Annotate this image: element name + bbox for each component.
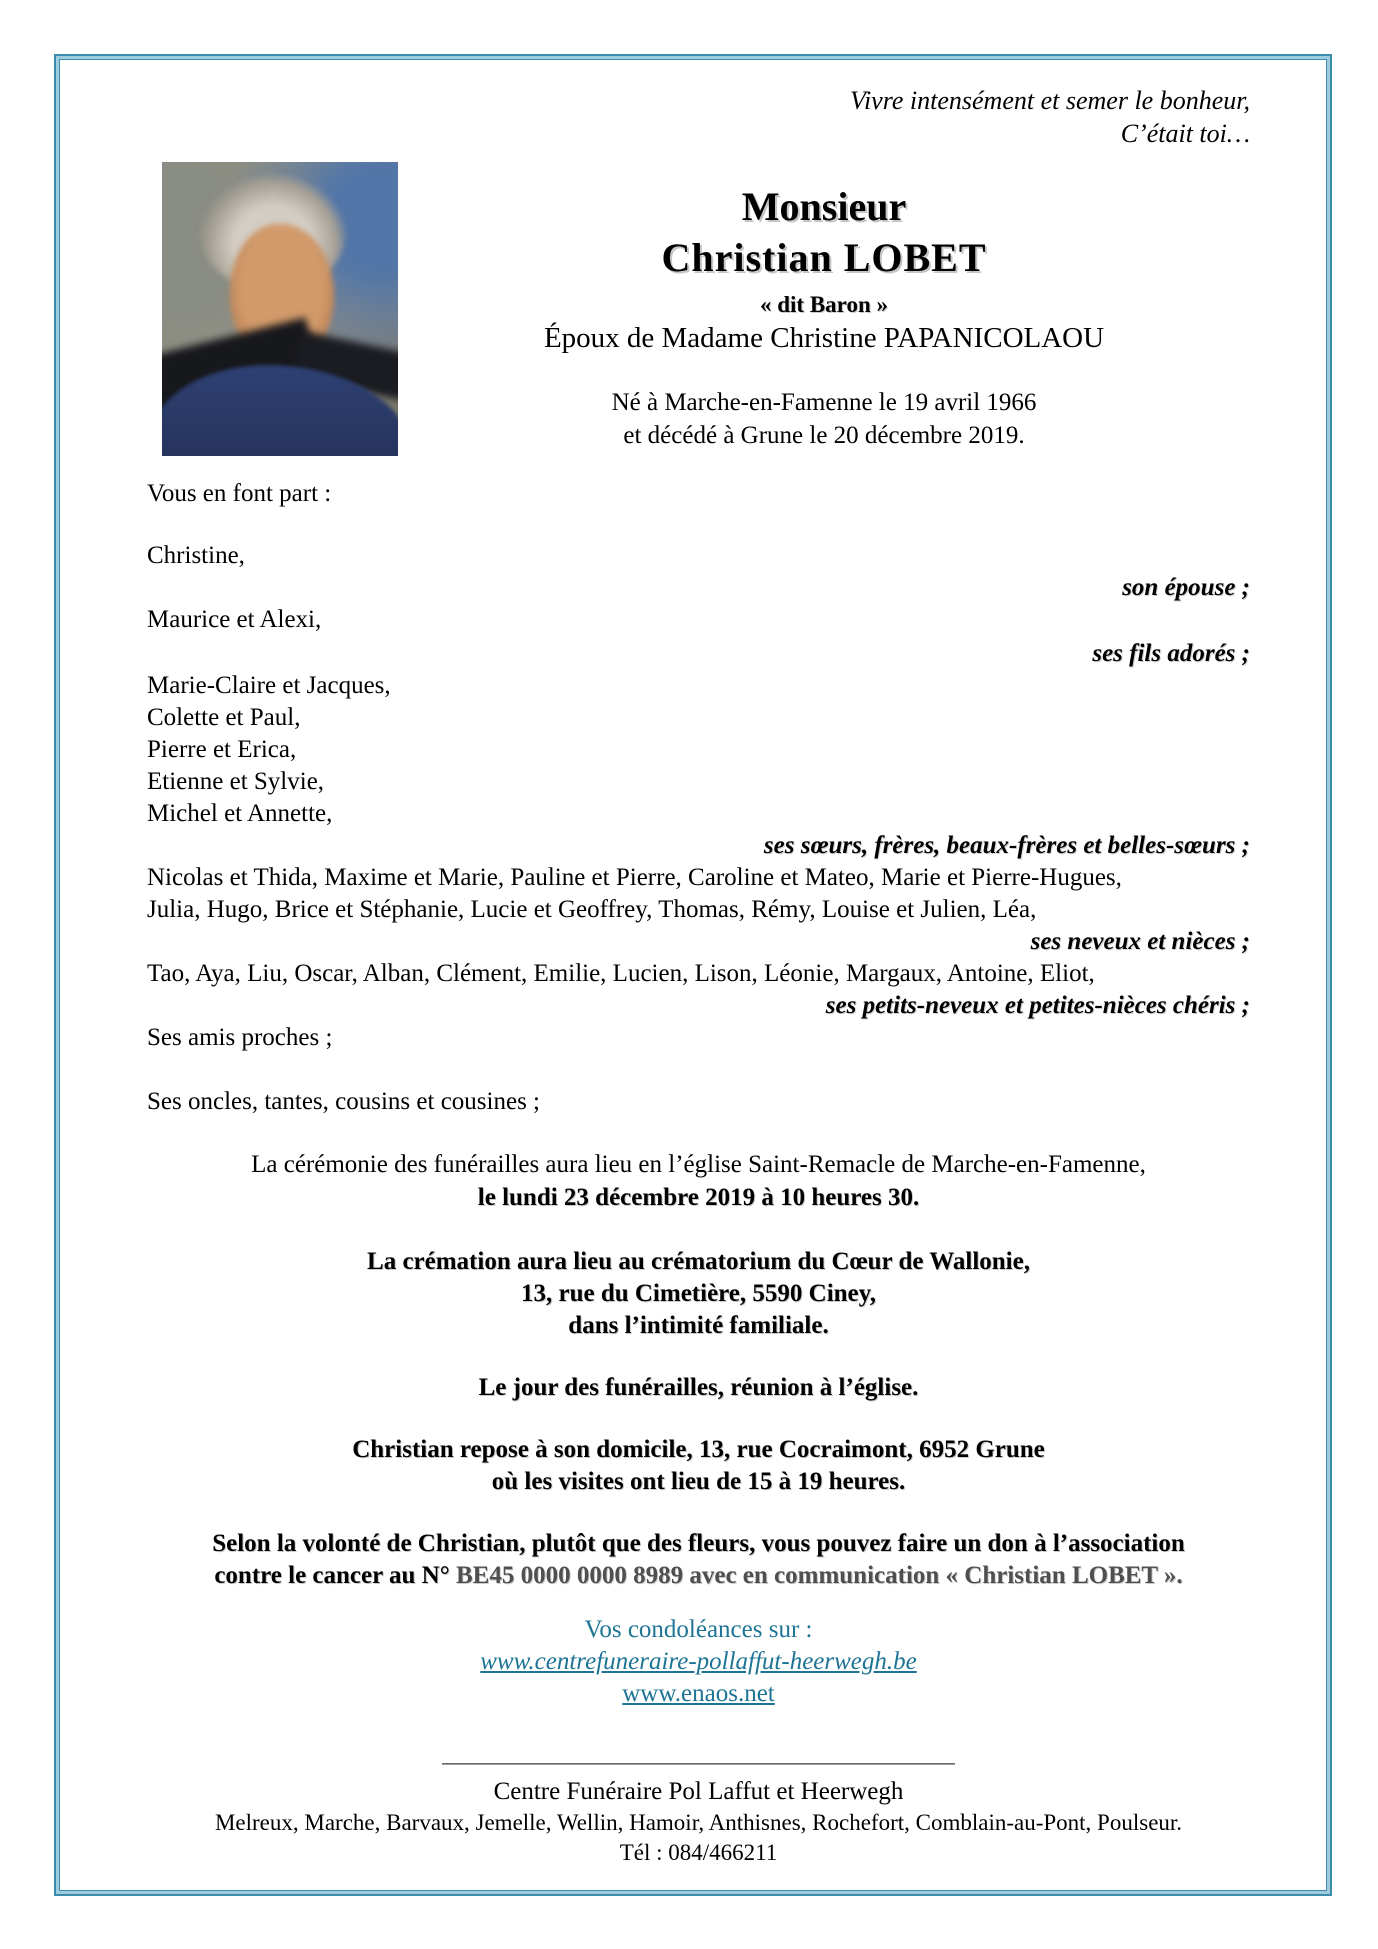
family-line: Pierre et Erica, — [147, 736, 297, 763]
cremation-line1: La crémation aura lieu au crématorium du Cœur de Wallonie, — [367, 1248, 1030, 1275]
title-block — [398, 162, 1250, 456]
page-border-frame — [54, 54, 1332, 1896]
donation-prefix: contre le cancer au N° — [214, 1562, 456, 1589]
donation-suffix: avec en communication « Christian LOBET ». — [683, 1562, 1183, 1589]
deceased-alias: « dit Baron » — [759, 292, 889, 317]
footer-divider: _________________________________________ — [442, 1740, 955, 1767]
cremation-line2: 13, rue du Cimetière, 5590 Ciney, — [520, 1280, 877, 1307]
family-line: Maurice et Alexi, — [147, 606, 322, 633]
announcement-intro: Vous en font part : — [147, 480, 332, 507]
header-row — [147, 162, 1250, 456]
donation-account-number: BE45 0000 0000 8989 — [455, 1562, 684, 1589]
deceased-spouse-line: Époux de Madame Christine PAPANICOLAOU — [543, 322, 1105, 354]
family-line: Julia, Hugo, Brice et Stéphanie, Lucie et Geoffrey, Thomas, Rémy, Louise et Julien, Léa, — [147, 896, 1037, 923]
epitaph-line-2: C’était toi… — [1120, 119, 1250, 148]
deceased-name: Christian LOBET — [661, 235, 987, 280]
family-line: Marie-Claire et Jacques, — [147, 672, 391, 699]
deceased-title: Monsieur — [741, 184, 907, 229]
condolences-label: Vos condoléances sur : — [584, 1616, 813, 1643]
family-line: Tao, Aya, Liu, Oscar, Alban, Clément, Emilie, Lucien, Lison, Léonie, Margaux, Antoine, Eliot, — [147, 960, 1095, 987]
repose-line1: Christian repose à son domicile, 13, rue Cocraimont, 6952 Grune — [352, 1436, 1045, 1463]
portrait-photo — [162, 162, 398, 456]
birth-line: Né à Marche-en-Famenne le 19 avril 1966 — [611, 389, 1037, 416]
relation-label: son épouse ; — [1122, 574, 1250, 601]
cremation-line3: dans l’intimité familiale. — [568, 1312, 829, 1339]
relatives-line: Ses oncles, tantes, cousins et cousines ; — [147, 1088, 540, 1115]
family-line: Nicolas et Thida, Maxime et Marie, Pauline et Pierre, Caroline et Mateo, Marie et Pierre-Hugues, — [147, 864, 1122, 891]
ceremony-church-line1: La cérémonie des funérailles aura lieu en l’église Saint-Remacle de Marche-en-Famenne, — [251, 1151, 1146, 1178]
relation-label: ses neveux et nièces ; — [1030, 928, 1250, 955]
funeral-home-locations: Melreux, Marche, Barvaux, Jemelle, Wellin, Hamoir, Anthisnes, Rochefort, Comblain-au-Pont, Poulseur. — [214, 1810, 1183, 1835]
epitaph — [147, 84, 1250, 150]
friends-line: Ses amis proches ; — [147, 1024, 333, 1051]
family-line: Christine, — [147, 542, 245, 569]
relation-label: ses petits-neveux et petites-nièces chéris ; — [825, 992, 1250, 1019]
condolences-link-enaos[interactable]: www.enaos.net — [622, 1680, 775, 1707]
donation-line1: Selon la volonté de Christian, plutôt que des fleurs, vous pouvez faire un don à l’association — [212, 1530, 1185, 1557]
family-line: Etienne et Sylvie, — [147, 768, 325, 795]
relation-label: ses fils adorés ; — [1092, 640, 1250, 667]
donation-line2 — [147, 1560, 1250, 1592]
epitaph-line-1: Vivre intensément et semer le bonheur, — [850, 86, 1250, 115]
family-line: Michel et Annette, — [147, 800, 333, 827]
family-line: Colette et Paul, — [147, 704, 301, 731]
page-content — [60, 60, 1326, 1890]
relation-label: ses sœurs, frères, beaux-frères et belles-sœurs ; — [763, 832, 1250, 859]
condolences-link-centrefuneraire[interactable]: www.centrefuneraire-pollaffut-heerwegh.be — [480, 1648, 917, 1675]
condolences-link2-row — [147, 1678, 1250, 1710]
gathering-line: Le jour des funérailles, réunion à l’église. — [478, 1374, 919, 1401]
funeral-home-name: Centre Funéraire Pol Laffut et Heerwegh — [493, 1778, 904, 1805]
funeral-home-phone: Tél : 084/466211 — [619, 1840, 778, 1865]
condolences-link1-row — [147, 1646, 1250, 1678]
death-line: et décédé à Grune le 20 décembre 2019. — [623, 422, 1025, 449]
ceremony-church-line2: le lundi 23 décembre 2019 à 10 heures 30. — [477, 1184, 920, 1211]
repose-line2: où les visites ont lieu de 15 à 19 heures. — [491, 1468, 906, 1495]
